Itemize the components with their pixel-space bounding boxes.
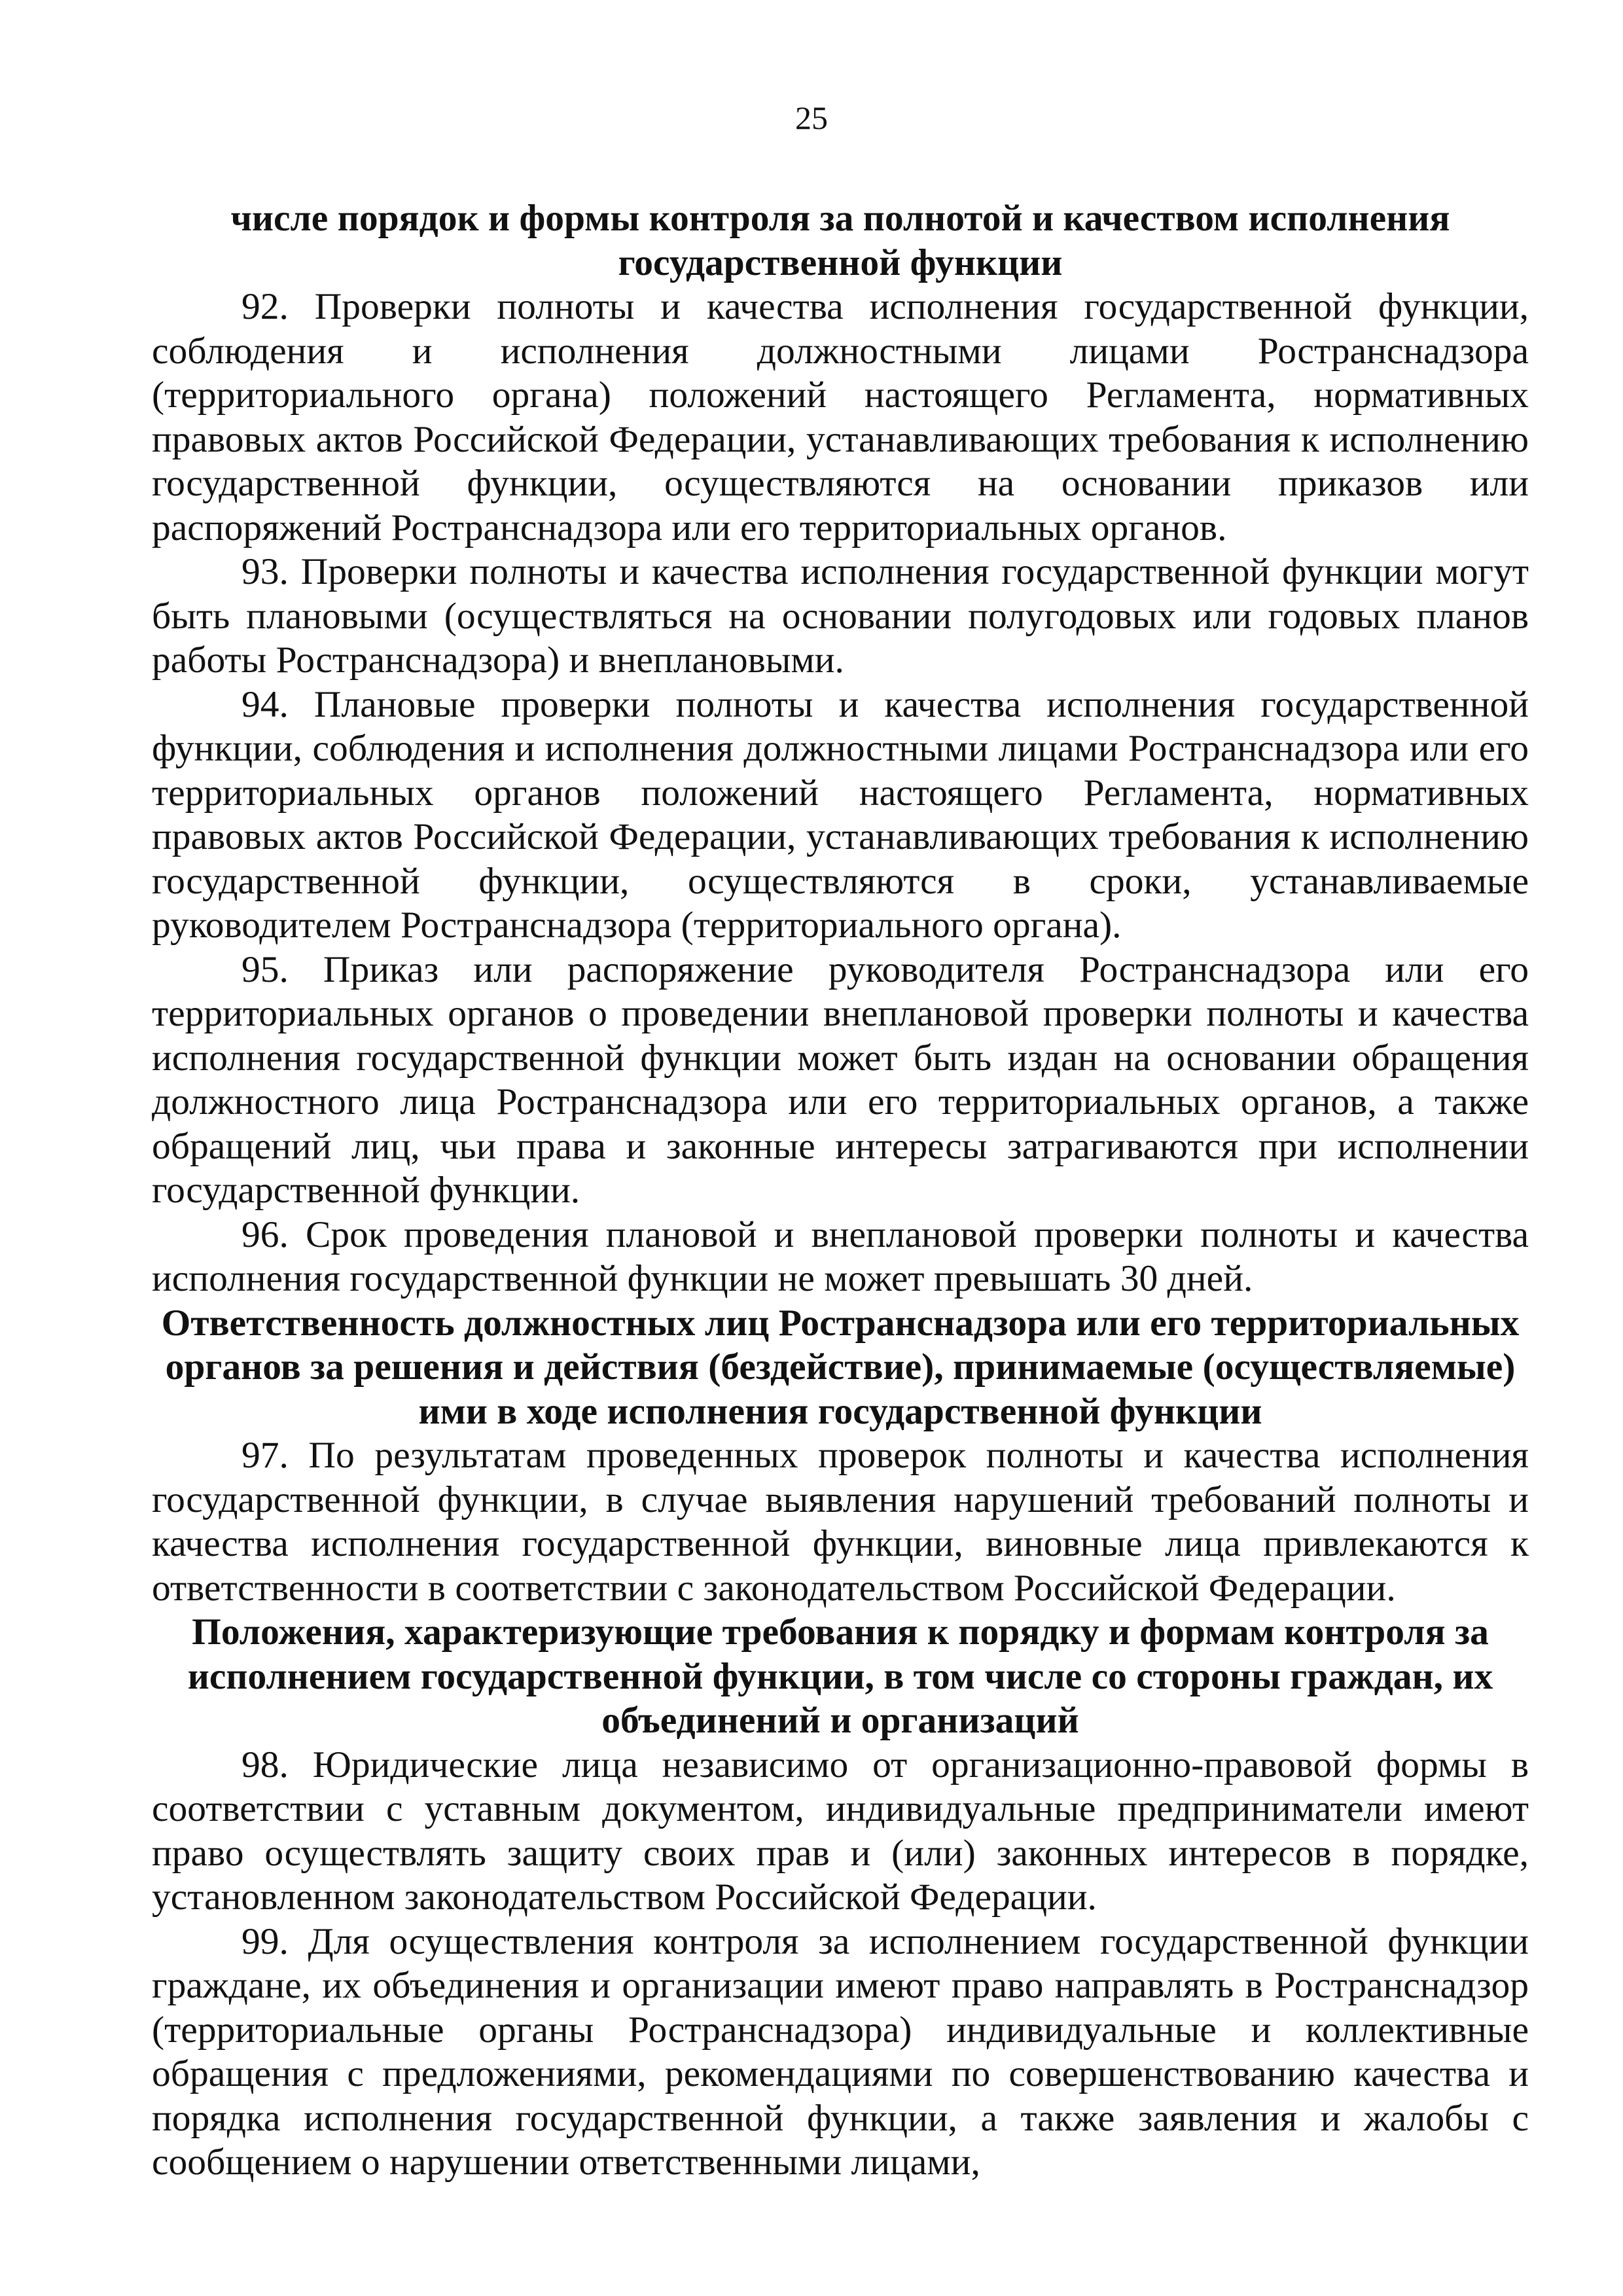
page-number: 25	[795, 99, 828, 136]
paragraph-95: 95. Приказ или распоряжение руководителя Ространснадзора или его территориальных органов о проведении внеплановой проверки полноты и качества исполнения государственной функции может быть издан на основании обращения должностного лица Ространснадзора или его территориальных органов, а также обращений лиц, чьи права и законные интересы затрагиваются при исполнении государственной функции.	[152, 948, 1529, 1211]
section-heading-responsibility: Ответственность должностных лиц Ространснадзора или его территориальных органов за решения и действия (бездействие), принимаемые (осуществляемые) ими в ходе исполнения государственной функции	[161, 1302, 1520, 1432]
paragraph-96: 96. Срок проведения плановой и внеплановой проверки полноты и качества исполнения государственной функции не может превышать 30 дней.	[152, 1213, 1529, 1299]
paragraph-98: 98. Юридические лица независимо от организационно-правовой формы в соответствии с уставным документом, индивидуальные предприниматели имеют право осуществлять защиту своих прав и (или) законных интересов в порядке, установленном законодательством Российской Федерации.	[152, 1744, 1529, 1918]
paragraph-99: 99. Для осуществления контроля за исполнением государственной функции граждане, их объединения и организации имеют право направлять в Ространснадзор (территориальные органы Ространснадзора) индивидуальные и коллективные обращения с предложениями, рекомендациями по совершенствованию качества и порядка исполнения государственной функции, а также заявления и жалобы с сообщением о нарушении ответственными лицами,	[152, 1920, 1529, 2183]
section-heading-citizen-control: Положения, характеризующие требования к порядку и формам контроля за исполнением государственной функции, в том числе со стороны граждан, их объединений и организаций	[187, 1611, 1493, 1741]
section-heading-control: числе порядок и формы контроля за полнотой и качеством исполнения государственной функции	[230, 198, 1450, 283]
document-body	[152, 196, 1529, 2185]
paragraph-93: 93. Проверки полноты и качества исполнения государственной функции могут быть плановыми (осуществляться на основании полугодовых или годовых планов работы Ространснадзора) и внеплановыми.	[152, 551, 1529, 681]
paragraph-97: 97. По результатам проведенных проверок полноты и качества исполнения государственной функции, в случае выявления нарушений требований полноты и качества исполнения государственной функции, виновные лица привлекаются к ответственности в соответствии с законодательством Российской Федерации.	[152, 1435, 1529, 1609]
paragraph-94: 94. Плановые проверки полноты и качества исполнения государственной функции, соблюдения и исполнения должностными лицами Ространснадзора или его территориальных органов положений настоящего Регламента, нормативных правовых актов Российской Федерации, устанавливающих требования к исполнению государственной функции, осуществляются в сроки, устанавливаемые руководителем Ространснадзора (территориального органа).	[152, 683, 1529, 946]
paragraph-92: 92. Проверки полноты и качества исполнения государственной функции, соблюдения и исполнения должностными лицами Ространснадзора (территориального органа) положений настоящего Регламента, нормативных правовых актов Российской Федерации, устанавливающих требования к исполнению государственной функции, осуществляются на основании приказов или распоряжений Ространснадзора или его территориальных органов.	[152, 286, 1529, 548]
